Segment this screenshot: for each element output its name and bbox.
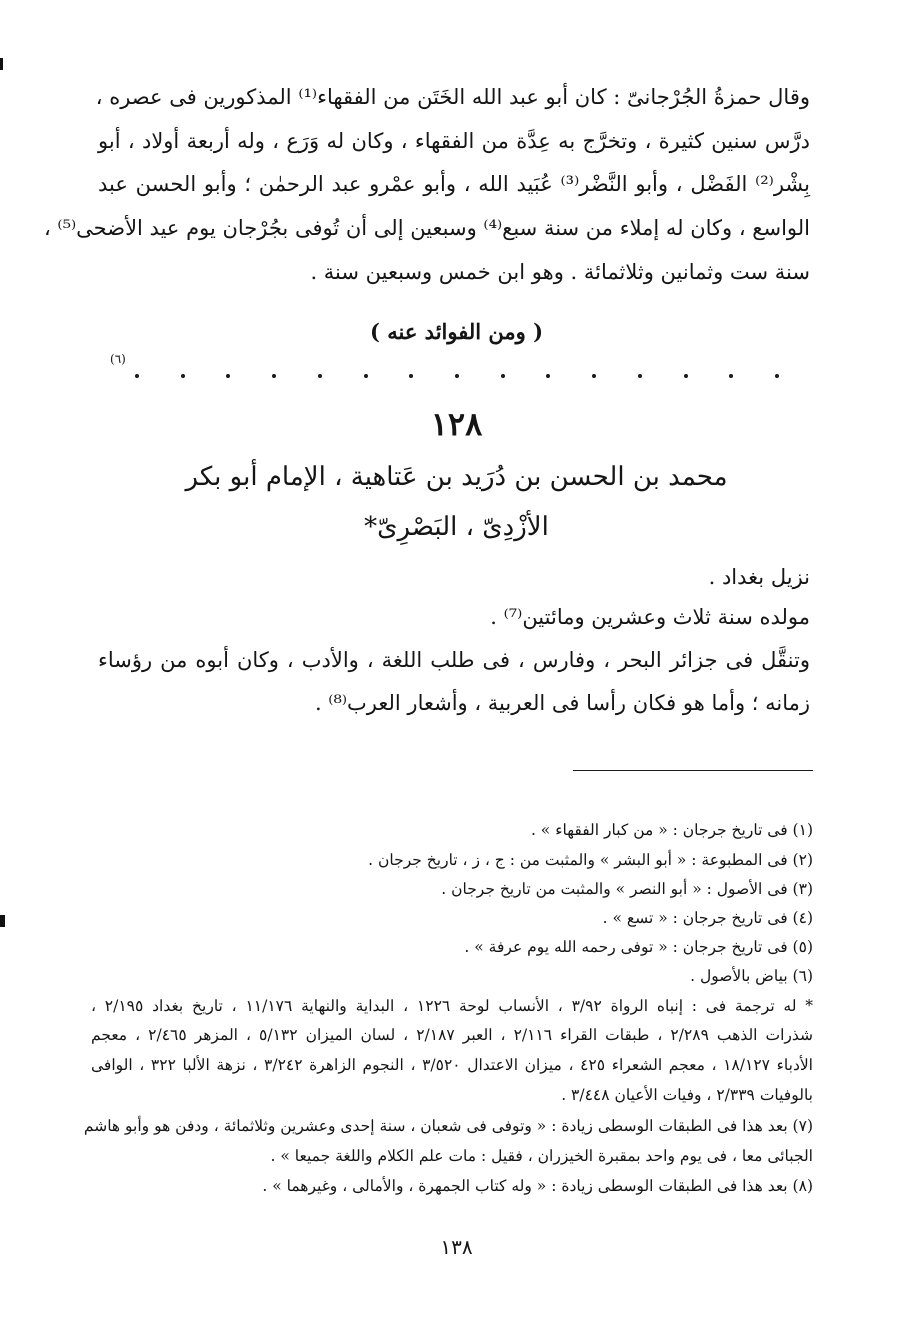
- lacuna-dot: [638, 374, 642, 378]
- footnote-line: (٥) فى تاريخ جرجان : « توفى رحمه الله يوم عرفة » .: [464, 938, 813, 956]
- lacuna-dot: [181, 374, 185, 378]
- body-line: سنة ست وثمانين وثلاثمائة . وهو ابن خمس وسبعين سنة .: [310, 260, 810, 284]
- footnote-line: (٣) فى الأصول : « أبو النصر » والمثبت من تاريخ جرجان .: [441, 880, 813, 898]
- lacuna-dot: [729, 374, 733, 378]
- lacuna-footnote-marker: (٦): [110, 352, 126, 366]
- body-line: الواسع ، وكان له إملاء من سنة سبع⁽⁴⁾ وسبعين إلى أن تُوفى بجُرْجان يوم عيد الأضحى⁽⁵⁾ ،: [43, 216, 810, 240]
- lacuna-dots: [135, 362, 785, 386]
- lacuna-dot: [546, 374, 550, 378]
- lacuna-dot: [455, 374, 459, 378]
- footnote-line: (١) فى تاريخ جرجان : « من كبار الفقهاء » .: [530, 821, 813, 839]
- body-line: وتنقَّل فى جزائر البحر ، وفارس ، فى طلب اللغة ، والأدب ، وكان أبوه من رؤساء: [98, 648, 810, 672]
- lacuna-dot: [501, 374, 505, 378]
- footnote-line: الجبائى معا ، فى يوم واحد بمقبرة الخيزران ، فقيل : مات علم الكلام واللغة جميعا » .: [270, 1147, 813, 1165]
- section-heading: ( ومن الفوائد عنه ): [369, 319, 544, 344]
- footnote-line: (٤) فى تاريخ جرجان : « تسع » .: [602, 909, 813, 927]
- scan-speck: [0, 58, 3, 70]
- body-line: بِشْر⁽²⁾ الفَضْل ، وأبو النَّضْر⁽³⁾ عُبَيد الله ، وأبو عمْرو عبد الرحمٰن ؛ وأبو الحسن عبد: [98, 172, 810, 196]
- footnote-line: (٢) فى المطبوعة : « أبو البشر » والمثبت من : ج ، ز ، تاريخ جرجان .: [368, 851, 813, 869]
- footnote-line: (٨) بعد هذا فى الطبقات الوسطى زيادة : « وله كتاب الجمهرة ، والأمالى ، وغيرهما » .: [262, 1177, 813, 1195]
- body-line: وقال حمزةُ الجُرْجانىّ : كان أبو عبد الله الخَتَن من الفقهاء⁽¹⁾ المذكورين فى عصره ،: [95, 85, 810, 109]
- scan-speck: [0, 915, 5, 927]
- entry-title-line: الأزْدِىّ ، البَصْرِىّ*: [364, 512, 549, 542]
- body-line: نزيل بغداد .: [708, 565, 810, 589]
- body-line: درَّس سنين كثيرة ، وتخرَّج به عِدَّة من الفقهاء ، وكان له وَرَع ، وله أربعة أولاد ، أبو: [98, 129, 810, 153]
- page-number: ١٣٨: [440, 1235, 473, 1259]
- lacuna-dot: [775, 374, 779, 378]
- body-line: مولده سنة ثلاث وعشرين ومائتين⁽⁷⁾ .: [490, 605, 810, 629]
- lacuna-dot: [318, 374, 322, 378]
- lacuna-dot: [135, 374, 139, 378]
- footnote-line: بالوفيات ٢/٣٣٩ ، وفيات الأعيان ٣/٤٤٨ .: [561, 1086, 813, 1104]
- lacuna-dot: [226, 374, 230, 378]
- footnote-line: (٧) بعد هذا فى الطبقات الوسطى زيادة : « وتوفى فى شعبان ، سنة إحدى وعشرين وثلاثمائة ، ودفن هو وأبو هاشم: [83, 1117, 813, 1135]
- lacuna-dot: [364, 374, 368, 378]
- entry-title-line: محمد بن الحسن بن دُرَيد بن عَتاهية ، الإمام أبو بكر: [185, 462, 728, 492]
- footnote-line: * له ترجمة فى : إنباه الرواة ٣/٩٢ ، الأنساب لوحة ١٢٢٦ ، البداية والنهاية ١١/١٧٦ ، تاريخ بغداد ٢/١٩٥ ،: [91, 997, 813, 1015]
- entry-number: ١٢٨: [430, 405, 483, 443]
- footnote-line: الأدباء ١٨/١٢٧ ، معجم الشعراء ٤٢٥ ، ميزان الاعتدال ٣/٥٢٠ ، النجوم الزاهرة ٣/٢٤٢ ، نزهة الألبا ٣٢٢ ، الوافى: [91, 1056, 813, 1074]
- footnote-line: (٦) بياض بالأصول .: [690, 967, 813, 985]
- lacuna-dot: [592, 374, 596, 378]
- lacuna-dot: [409, 374, 413, 378]
- footnote-separator: [573, 770, 813, 771]
- body-line: زمانه ؛ وأما هو فكان رأسا فى العربية ، وأشعار العرب⁽⁸⁾ .: [314, 691, 810, 715]
- lacuna-dot: [684, 374, 688, 378]
- footnote-line: شذرات الذهب ٢/٢٨٩ ، طبقات القراء ٢/١١٦ ، العبر ٢/١٨٧ ، لسان الميزان ٥/١٣٢ ، المزهر ٢/٤٦٥ ، معجم: [91, 1026, 814, 1044]
- lacuna-dot: [272, 374, 276, 378]
